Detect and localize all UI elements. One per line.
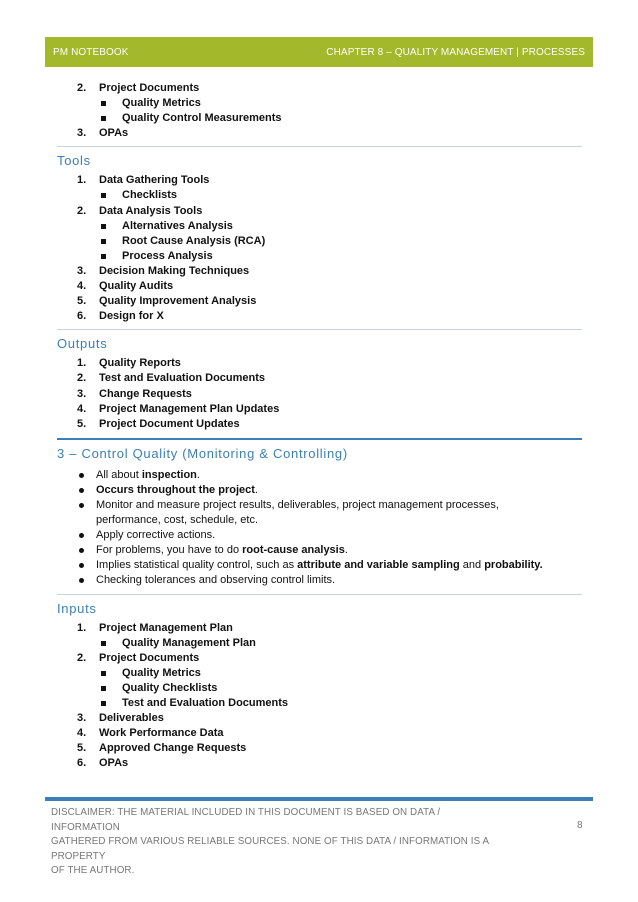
bullet-icon (79, 503, 84, 508)
list-item: 1. Quality Reports (77, 357, 181, 370)
list-item: 3. Change Requests (77, 387, 192, 400)
list-item: 2. Project Documents (77, 651, 200, 664)
page-header (45, 37, 593, 67)
list-item: 4. Project Management Plan Updates (77, 402, 280, 415)
bullet-item: Apply corrective actions. (57, 528, 576, 543)
sub-list-item: Test and Evaluation Documents (57, 696, 582, 711)
bullet-item: Occurs throughout the project. (57, 483, 576, 498)
section-heading-outputs: Outputs (57, 329, 582, 353)
bullet-icon (79, 548, 84, 553)
square-bullet-icon (101, 239, 106, 244)
list-item: 1. Project Management Plan (77, 621, 233, 634)
bullet-item: Implies statistical quality control, such as attribute and variable sampling and probability. (57, 558, 576, 573)
bullet-icon (79, 578, 84, 583)
inputs-list (57, 621, 582, 772)
list-item: 3. OPAs (77, 127, 129, 140)
footer-divider (45, 797, 593, 801)
sub-list-item: Quality Management Plan (57, 636, 582, 651)
list-item: 4. Quality Audits (77, 280, 174, 293)
bullet-item: All about inspection. (57, 468, 576, 483)
bullet-item: For problems, you have to do root-cause analysis. (57, 543, 576, 558)
square-bullet-icon (101, 641, 106, 646)
list-item: 1. Data Gathering Tools (77, 174, 210, 187)
page-number: 8 (577, 820, 583, 831)
square-bullet-icon (101, 193, 106, 198)
list-item: 6. Design for X (77, 310, 164, 323)
sub-list-item: Quality Control Measurements (57, 111, 582, 126)
list-item: 2. Project Documents (77, 82, 200, 94)
square-bullet-icon (101, 701, 106, 706)
sub-list-item: Quality Checklists (57, 681, 582, 696)
square-bullet-icon (101, 101, 106, 106)
list-item: 3. Deliverables (77, 712, 164, 725)
header-chapter-title: CHAPTER 8 – QUALITY MANAGEMENT | PROCESSES (326, 46, 585, 58)
section-heading-inputs: Inputs (57, 594, 582, 618)
list-item: 4. Work Performance Data (77, 727, 224, 740)
sub-list-item: Checklists (57, 188, 582, 203)
list-item: 6. OPAs (77, 757, 129, 770)
continued-list (57, 81, 582, 141)
list-item: 2. Data Analysis Tools (77, 204, 203, 217)
page-content (57, 81, 582, 771)
section-heading-control-quality: 3 – Control Quality (Monitoring & Controlling) (57, 438, 582, 464)
list-item: 2. Test and Evaluation Documents (77, 372, 266, 385)
square-bullet-icon (101, 686, 106, 691)
sub-list-item: Quality Metrics (57, 96, 582, 111)
control-quality-bullets (57, 468, 582, 589)
square-bullet-icon (101, 671, 106, 676)
sub-list-item: Root Cause Analysis (RCA) (57, 234, 582, 249)
section-heading-tools: Tools (57, 146, 582, 170)
footer-disclaimer: DISCLAIMER: THE MATERIAL INCLUDED IN THIS DOCUMENT IS BASED ON DATA / INFORMATION GATHERED FROM VARIOUS RELIABLE SOURCES. NONE OF THIS DATA / INFORMATION IS A PROPERTY OF THE AUTHOR. (51, 807, 489, 876)
bullet-icon (79, 473, 84, 478)
outputs-list (57, 356, 582, 431)
tools-list (57, 173, 582, 324)
bullet-item: Checking tolerances and observing control limits. (57, 573, 576, 588)
square-bullet-icon (101, 254, 106, 259)
sub-list-item: Quality Metrics (57, 666, 582, 681)
square-bullet-icon (101, 116, 106, 121)
bullet-item: Monitor and measure project results, deliverables, project management processes, performance, cost, schedule, etc. (57, 498, 576, 528)
list-item: 3. Decision Making Techniques (77, 264, 250, 277)
list-item: 5. Quality Improvement Analysis (77, 295, 257, 308)
list-item: 5. Project Document Updates (77, 417, 240, 430)
bullet-icon (79, 533, 84, 538)
sub-list-item: Process Analysis (57, 249, 582, 264)
bullet-icon (79, 563, 84, 568)
bullet-icon (79, 488, 84, 493)
header-notebook-title: PM NOTEBOOK (53, 46, 129, 58)
list-item: 5. Approved Change Requests (77, 742, 247, 755)
square-bullet-icon (101, 224, 106, 229)
sub-list-item: Alternatives Analysis (57, 219, 582, 234)
